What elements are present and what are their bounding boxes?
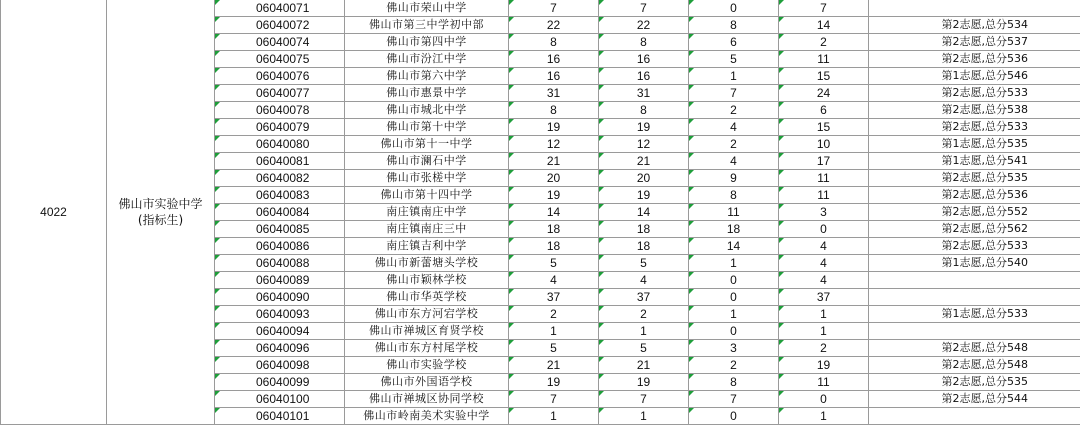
school-name-cell: 佛山市东方村尾学校 (345, 340, 509, 357)
student-code-cell: 06040096 (215, 340, 345, 357)
note-cell: 第2志愿,总分538 (869, 102, 1080, 119)
school-name-cell: 佛山市第十中学 (345, 119, 509, 136)
school-name-cell: 佛山市汾江中学 (345, 51, 509, 68)
quota-cell: 37 (509, 289, 599, 306)
plan-cell: 19 (599, 119, 689, 136)
plan-cell: 5 (599, 340, 689, 357)
remaining-cell: 11 (779, 51, 869, 68)
remaining-cell: 2 (779, 340, 869, 357)
school-name-cell: 佛山市实验学校 (345, 357, 509, 374)
school-name-cell: 南庄镇南庄中学 (345, 204, 509, 221)
note-cell: 第1志愿,总分533 (869, 306, 1080, 323)
quota-cell: 8 (509, 102, 599, 119)
group-id-cell: 4022 (1, 0, 107, 425)
plan-cell: 18 (599, 238, 689, 255)
note-cell (869, 323, 1080, 340)
admitted-cell: 2 (689, 357, 779, 374)
plan-cell: 16 (599, 68, 689, 85)
quota-cell: 18 (509, 238, 599, 255)
student-code-cell: 06040077 (215, 85, 345, 102)
note-cell: 第2志愿,总分548 (869, 340, 1080, 357)
student-code-cell: 06040082 (215, 170, 345, 187)
school-name-cell: 佛山市第六中学 (345, 68, 509, 85)
note-cell: 第2志愿,总分537 (869, 34, 1080, 51)
student-code-cell: 06040089 (215, 272, 345, 289)
student-code-cell: 06040083 (215, 187, 345, 204)
student-code-cell: 06040078 (215, 102, 345, 119)
quota-cell: 19 (509, 187, 599, 204)
admitted-cell: 18 (689, 221, 779, 238)
note-cell (869, 272, 1080, 289)
plan-cell: 16 (599, 51, 689, 68)
admitted-cell: 6 (689, 34, 779, 51)
plan-cell: 7 (599, 0, 689, 17)
admitted-cell: 4 (689, 119, 779, 136)
note-cell: 第2志愿,总分552 (869, 204, 1080, 221)
student-code-cell: 06040071 (215, 0, 345, 17)
plan-cell: 19 (599, 187, 689, 204)
group-name-cell (107, 0, 215, 425)
quota-cell: 1 (509, 323, 599, 340)
school-name-cell: 佛山市城北中学 (345, 102, 509, 119)
admitted-cell: 0 (689, 0, 779, 17)
note-cell (869, 0, 1080, 17)
admitted-cell: 1 (689, 255, 779, 272)
student-code-cell: 06040086 (215, 238, 345, 255)
admitted-cell: 8 (689, 17, 779, 34)
student-code-cell: 06040074 (215, 34, 345, 51)
school-name-cell: 佛山市惠景中学 (345, 85, 509, 102)
table-row (1, 0, 1080, 17)
note-cell: 第2志愿,总分534 (869, 17, 1080, 34)
remaining-cell: 15 (779, 119, 869, 136)
admitted-cell: 2 (689, 136, 779, 153)
quota-cell: 18 (509, 221, 599, 238)
note-cell (869, 289, 1080, 306)
remaining-cell: 1 (779, 306, 869, 323)
remaining-cell: 14 (779, 17, 869, 34)
plan-cell: 5 (599, 255, 689, 272)
remaining-cell: 2 (779, 34, 869, 51)
quota-cell: 4 (509, 272, 599, 289)
remaining-cell: 6 (779, 102, 869, 119)
school-name-cell: 佛山市第四中学 (345, 34, 509, 51)
group-name-line2: (指标生) (137, 213, 184, 227)
plan-cell: 1 (599, 323, 689, 340)
school-name-cell: 佛山市新蕾塘头学校 (345, 255, 509, 272)
school-name-cell: 佛山市张槎中学 (345, 170, 509, 187)
quota-cell: 31 (509, 85, 599, 102)
note-cell: 第2志愿,总分535 (869, 170, 1080, 187)
plan-cell: 1 (599, 408, 689, 425)
note-cell: 第2志愿,总分533 (869, 85, 1080, 102)
admitted-cell: 1 (689, 306, 779, 323)
remaining-cell: 1 (779, 408, 869, 425)
plan-cell: 21 (599, 153, 689, 170)
student-code-cell: 06040099 (215, 374, 345, 391)
student-code-cell: 06040100 (215, 391, 345, 408)
quota-cell: 5 (509, 340, 599, 357)
note-cell (869, 408, 1080, 425)
school-name-cell: 南庄镇南庄三中 (345, 221, 509, 238)
remaining-cell: 10 (779, 136, 869, 153)
plan-cell: 14 (599, 204, 689, 221)
admitted-cell: 0 (689, 408, 779, 425)
remaining-cell: 17 (779, 153, 869, 170)
remaining-cell: 0 (779, 221, 869, 238)
plan-cell: 20 (599, 170, 689, 187)
quota-cell: 7 (509, 391, 599, 408)
note-cell: 第2志愿,总分535 (869, 374, 1080, 391)
plan-cell: 31 (599, 85, 689, 102)
admitted-cell: 3 (689, 340, 779, 357)
remaining-cell: 0 (779, 391, 869, 408)
quota-cell: 21 (509, 357, 599, 374)
remaining-cell: 24 (779, 85, 869, 102)
remaining-cell: 37 (779, 289, 869, 306)
plan-cell: 8 (599, 34, 689, 51)
plan-cell: 21 (599, 357, 689, 374)
plan-cell: 2 (599, 306, 689, 323)
admitted-cell: 11 (689, 204, 779, 221)
remaining-cell: 11 (779, 374, 869, 391)
plan-cell: 22 (599, 17, 689, 34)
remaining-cell: 3 (779, 204, 869, 221)
quota-cell: 5 (509, 255, 599, 272)
quota-cell: 12 (509, 136, 599, 153)
remaining-cell: 4 (779, 255, 869, 272)
quota-cell: 1 (509, 408, 599, 425)
group-name-line1: 佛山市实验中学 (118, 197, 203, 211)
student-code-cell: 06040101 (215, 408, 345, 425)
quota-cell: 8 (509, 34, 599, 51)
note-cell: 第2志愿,总分536 (869, 51, 1080, 68)
school-name-cell: 佛山市禅城区协同学校 (345, 391, 509, 408)
admitted-cell: 4 (689, 153, 779, 170)
note-cell: 第2志愿,总分548 (869, 357, 1080, 374)
student-code-cell: 06040080 (215, 136, 345, 153)
quota-cell: 7 (509, 0, 599, 17)
school-name-cell: 佛山市东方河宕学校 (345, 306, 509, 323)
plan-cell: 7 (599, 391, 689, 408)
school-name-cell: 佛山市外国语学校 (345, 374, 509, 391)
quota-cell: 19 (509, 119, 599, 136)
school-name-cell: 佛山市颖林学校 (345, 272, 509, 289)
quota-cell: 16 (509, 51, 599, 68)
remaining-cell: 11 (779, 187, 869, 204)
remaining-cell: 1 (779, 323, 869, 340)
admitted-cell: 8 (689, 374, 779, 391)
admitted-cell: 7 (689, 85, 779, 102)
school-name-cell: 佛山市第十一中学 (345, 136, 509, 153)
admitted-cell: 9 (689, 170, 779, 187)
note-cell: 第2志愿,总分544 (869, 391, 1080, 408)
school-name-cell: 佛山市第三中学初中部 (345, 17, 509, 34)
student-code-cell: 06040090 (215, 289, 345, 306)
quota-cell: 20 (509, 170, 599, 187)
school-name-cell: 佛山市澜石中学 (345, 153, 509, 170)
admitted-cell: 14 (689, 238, 779, 255)
note-cell: 第2志愿,总分533 (869, 238, 1080, 255)
student-code-cell: 06040075 (215, 51, 345, 68)
note-cell: 第1志愿,总分535 (869, 136, 1080, 153)
student-code-cell: 06040084 (215, 204, 345, 221)
admitted-cell: 0 (689, 289, 779, 306)
admitted-cell: 8 (689, 187, 779, 204)
note-cell: 第2志愿,总分562 (869, 221, 1080, 238)
plan-cell: 8 (599, 102, 689, 119)
remaining-cell: 19 (779, 357, 869, 374)
plan-cell: 37 (599, 289, 689, 306)
admitted-cell: 7 (689, 391, 779, 408)
plan-cell: 19 (599, 374, 689, 391)
remaining-cell: 4 (779, 238, 869, 255)
remaining-cell: 11 (779, 170, 869, 187)
table-body (1, 0, 1080, 425)
note-cell: 第1志愿,总分541 (869, 153, 1080, 170)
student-code-cell: 06040093 (215, 306, 345, 323)
admitted-cell: 2 (689, 102, 779, 119)
quota-cell: 22 (509, 17, 599, 34)
student-code-cell: 06040094 (215, 323, 345, 340)
remaining-cell: 15 (779, 68, 869, 85)
student-code-cell: 06040079 (215, 119, 345, 136)
school-name-cell: 佛山市荣山中学 (345, 0, 509, 17)
remaining-cell: 4 (779, 272, 869, 289)
remaining-cell: 7 (779, 0, 869, 17)
note-cell: 第1志愿,总分546 (869, 68, 1080, 85)
note-cell: 第2志愿,总分533 (869, 119, 1080, 136)
quota-cell: 21 (509, 153, 599, 170)
quota-cell: 16 (509, 68, 599, 85)
quota-cell: 19 (509, 374, 599, 391)
school-name-cell: 佛山市华英学校 (345, 289, 509, 306)
school-name-cell: 佛山市禅城区育贤学校 (345, 323, 509, 340)
plan-cell: 12 (599, 136, 689, 153)
quota-cell: 2 (509, 306, 599, 323)
plan-cell: 18 (599, 221, 689, 238)
admitted-cell: 0 (689, 272, 779, 289)
school-name-cell: 南庄镇吉利中学 (345, 238, 509, 255)
note-cell: 第1志愿,总分540 (869, 255, 1080, 272)
student-code-cell: 06040072 (215, 17, 345, 34)
admitted-cell: 0 (689, 323, 779, 340)
student-code-cell: 06040098 (215, 357, 345, 374)
school-name-cell: 佛山市岭南美术实验中学 (345, 408, 509, 425)
student-code-cell: 06040076 (215, 68, 345, 85)
school-name-cell: 佛山市第十四中学 (345, 187, 509, 204)
student-code-cell: 06040088 (215, 255, 345, 272)
student-code-cell: 06040085 (215, 221, 345, 238)
plan-cell: 4 (599, 272, 689, 289)
student-code-cell: 06040081 (215, 153, 345, 170)
note-cell: 第2志愿,总分536 (869, 187, 1080, 204)
admitted-cell: 1 (689, 68, 779, 85)
quota-cell: 14 (509, 204, 599, 221)
admitted-cell: 5 (689, 51, 779, 68)
